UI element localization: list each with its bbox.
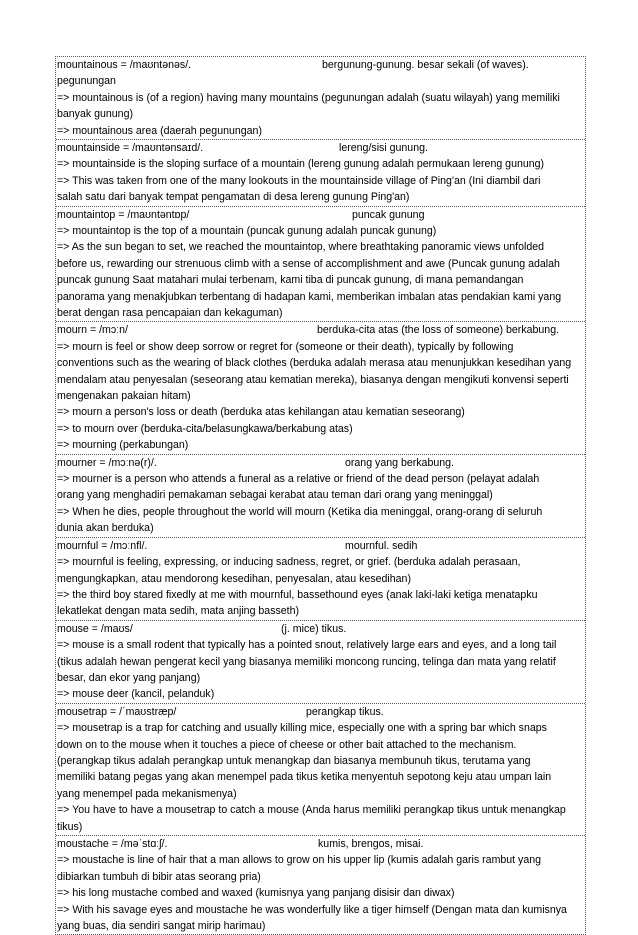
entry-text-line: => As the sun began to set, we reached the mountaintop, where breathtaking panoramic views unfolded (57, 241, 545, 254)
entry-text-line: => mouse is a small rodent that typically has a pointed snout, relatively large ears and eyes, and a long tail (57, 639, 557, 652)
entry-text-line: besar, dan ekor yang panjang) (57, 671, 201, 684)
entry-text-line: mengungkapkan, atau mendorong kesedihan, penyesalan, atau kesedihan) (57, 572, 411, 585)
entry-text-line: => mourn is feel or show deep sorrow or regret for (someone or their death), typically by following (57, 340, 514, 353)
entry-text-line: => With his savage eyes and moustache he was wonderfully like a tiger himself (Dengan mata dan kumisnya (57, 903, 567, 916)
entry-text-line: => mousetrap is a trap for catching and usually killing mice, especially one with a spring bar which snaps (57, 722, 547, 735)
entry-text-line: => the third boy stared fixedly at me with mournful, bassethound eyes (anak laki-laki ketiga menatapku (57, 588, 538, 601)
entry-gloss: (j. mice) tikus. (281, 622, 347, 635)
entry-text-line: conventions such as the wearing of black clothes (berduka adalah merasa atau menunjukkan kesedihan yang (57, 357, 572, 370)
entry-text-line: => mountainside is the sloping surface of a mountain (lereng gunung adalah permukaan lereng gunung) (57, 158, 545, 171)
entry-headword: mourn = /mɔːn/ (57, 324, 128, 337)
dictionary-entries (55, 56, 586, 935)
entry-gloss: puncak gunung (352, 208, 425, 221)
entry-gloss: perangkap tikus. (306, 705, 384, 718)
entry-text-line: => mourn a person's loss or death (berduka atas kehilangan atau kematian seseorang) (57, 406, 465, 419)
entry-text-line: dibiarkan tumbuh di bibir atas seorang pria) (57, 870, 261, 883)
entry-gloss: mournful. sedih (345, 539, 418, 552)
entry-text-line: yang buas, dia sendiri sangat mirip harimau) (57, 919, 266, 932)
entry-headword: mountaintop = /maʊntəntɒp/ (57, 208, 190, 221)
entry-text-line: => his long mustache combed and waxed (kumisnya yang panjang disisir dan diwax) (57, 887, 455, 900)
dictionary-entry (56, 454, 585, 537)
entry-text-line: banyak gunung) (57, 108, 133, 121)
entry-text-line: => mourner is a person who attends a funeral as a relative or friend of the dead person (pelayat adalah (57, 473, 540, 486)
entry-headword: mousetrap = /ˈmaʊstræp/ (57, 705, 177, 718)
entry-headword: mournful = /mɔːnfl/. (57, 539, 148, 552)
entry-text-line: mengenakan pakaian hitam) (57, 390, 191, 403)
entry-text-line: berat dengan rasa pencapaian dan kekaguman) (57, 307, 283, 320)
entry-text-line: (perangkap tikus adalah perangkap untuk menangkap dan biasanya membunuh tikus, terutama yang (57, 754, 531, 767)
dictionary-entry (56, 620, 585, 703)
entry-text-line: salah satu dari banyak tempat pengamatan di desa lereng gunung Ping'an) (57, 191, 410, 204)
entry-headline (56, 538, 585, 554)
dictionary-entry (56, 321, 585, 453)
entry-headword: mourner = /mɔːnə(r)/. (57, 456, 157, 469)
entry-text-line: => You have to have a mousetrap to catch a mouse (Anda harus memiliki perangkap tikus untuk menangkap (57, 804, 566, 817)
entry-text-line: tikus) (57, 820, 83, 833)
dictionary-entry (56, 206, 585, 322)
entry-text-line: panorama yang menakjubkan terbentang di hadapan kami, memberikan imbalan atas pendakian kami yang (57, 290, 562, 303)
dictionary-entry (56, 139, 585, 206)
entry-text-line: => mountainous area (daerah pegunungan) (57, 124, 262, 137)
entry-text-line: => mountainous is (of a region) having many mountains (pegunungan adalah (suatu wilayah) yang memiliki (57, 91, 560, 104)
entry-text-line: => mountaintop is the top of a mountain (puncak gunung adalah puncak gunung) (57, 225, 437, 238)
entry-gloss: bergunung-gunung. besar sekali (of waves). (322, 59, 529, 71)
entry-headline (56, 455, 585, 471)
entry-text-line: => mourning (perkabungan) (57, 439, 189, 452)
entry-gloss: berduka-cita atas (the loss of someone) berkabung. (317, 324, 560, 337)
entry-headline (56, 704, 585, 720)
entry-headline (56, 322, 585, 338)
entry-gloss: orang yang berkabung. (345, 456, 454, 469)
entry-text-line: before us, rewarding our strenuous climb with a sense of accomplishment and awe (Puncak gunung adalah (57, 257, 560, 270)
entry-text-line: orang yang menghadiri pemakaman sebagai kerabat atau teman dari orang yang meninggal) (57, 489, 493, 502)
entry-gloss: kumis, brengos, misai. (318, 837, 424, 850)
entry-headline (56, 57, 585, 73)
entry-text-line: => mouse deer (kancil, pelanduk) (57, 688, 215, 701)
dictionary-entry (56, 537, 585, 620)
entry-headline (56, 621, 585, 637)
entry-text-line: => mournful is feeling, expressing, or inducing sadness, regret, or grief. (berduka adalah perasaan, (57, 556, 521, 569)
dictionary-entry (56, 57, 585, 139)
entry-text-line: mendalam atau penyesalan (seseorang atau kematian mereka), biasanya dengan mengikuti konvensi seperti (57, 373, 569, 386)
entry-text-line: => to mourn over (berduka-cita/belasungkawa/berkabung atas) (57, 422, 353, 435)
entry-text-line: lekatlekat dengan mata sedih, mata anjing basseth) (57, 605, 300, 618)
entry-text-line: memiliki batang pegas yang akan menempel pada tikus ketika menyentuh sepotong keju atau umpan lain (57, 771, 552, 784)
entry-text-line: dunia akan berduka) (57, 522, 154, 535)
entry-text-line: yang menempel pada mekanismenya) (57, 787, 237, 800)
entry-gloss: lereng/sisi gunung. (339, 142, 428, 155)
entry-text-line: => When he dies, people throughout the world will mourn (Ketika dia meninggal, orang-orang di seluruh (57, 505, 543, 518)
entry-headline (56, 836, 585, 852)
entry-text-line: => moustache is line of hair that a man allows to grow on his upper lip (kumis adalah garis rambut yang (57, 854, 542, 867)
entry-text-line: (tikus adalah hewan pengerat kecil yang biasanya memiliki moncong runcing, telinga dan mata yang relatif (57, 655, 556, 668)
entry-headline (56, 140, 585, 156)
entry-text-line: => This was taken from one of the many lookouts in the mountainside village of Ping'an (Ini diambil dari (57, 174, 541, 187)
entry-headword: moustache = /məˈstɑːʃ/. (57, 837, 168, 850)
dictionary-entry (56, 835, 585, 934)
entry-text-line: pegunungan (57, 75, 116, 88)
entry-headline (56, 207, 585, 223)
entry-headword: mouse = /maʊs/ (57, 622, 133, 635)
entry-text-line: down on to the mouse when it touches a piece of cheese or other bait attached to the mechanism. (57, 738, 517, 751)
entry-headword: mountainside = /maʊntənsaɪd/. (57, 142, 204, 155)
entry-text-line: puncak gunung Saat matahari mulai terbenam, kami tiba di puncak gunung, di mana pemandangan (57, 274, 524, 287)
entry-headword: mountainous = /maʊntənəs/. (57, 59, 192, 71)
dictionary-entry (56, 703, 585, 835)
